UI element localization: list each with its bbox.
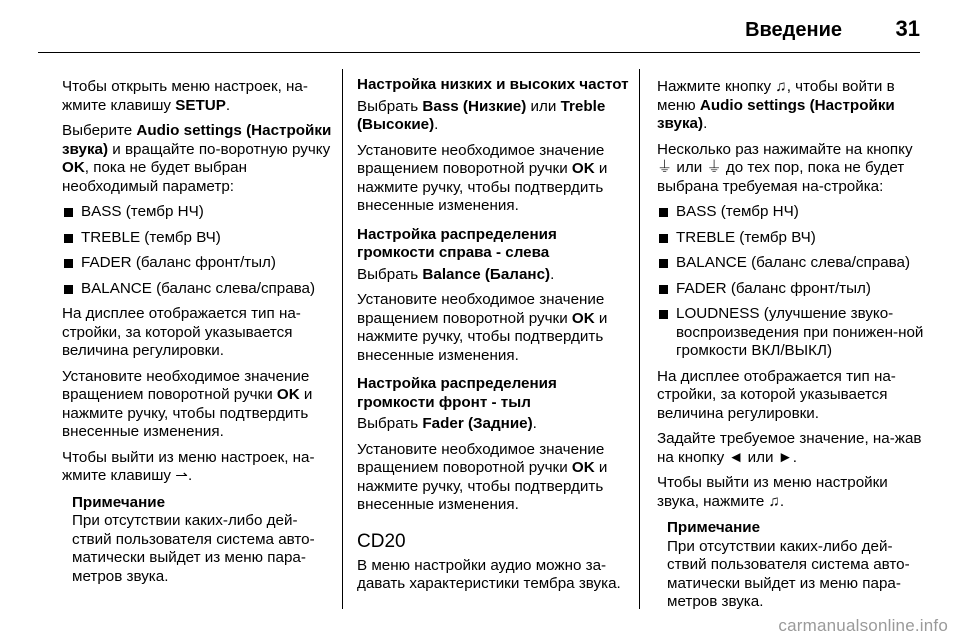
column-divider-left [342, 69, 343, 609]
parameter-list [657, 203, 929, 361]
parameter-list [62, 203, 334, 298]
section-heading-bass-treble: Настройка низких и высоких частот [357, 76, 629, 93]
audio-settings-label: Audio settings (Настройки звука) [62, 122, 332, 158]
note-text: При отсутствии каких-либо дей-ствий пользователя система авто-матически выйдет из меню пара-метров звука. [667, 537, 910, 610]
audio-settings-label: Audio settings (Настройки звука) [657, 96, 895, 132]
paragraph-exit: Чтобы выйти из меню настройки звука, нажмите ♫. [657, 474, 888, 510]
section-heading-fader: Настройка распределения громкости фронт - тыл [357, 375, 557, 411]
paragraph-exit: Чтобы выйти из меню настроек, на-жмите клавишу ⇀. [62, 448, 315, 484]
list-item: FADER (баланс фронт/тыл) [62, 254, 334, 273]
paragraph-select-bass: Выбрать Bass (Низкие) или Treble (Высокие). [357, 97, 606, 133]
music-note-icon: ♫ [768, 492, 780, 510]
page-title: Введение [745, 19, 842, 41]
paragraph-select-audio: Выберите Audio settings (Настройки звука) и вращайте по-воротную ручку OK, пока не будет выбран необходимый параметр: [62, 122, 332, 195]
page-number: 31 [895, 16, 920, 41]
note-box [62, 494, 334, 587]
bass-key-icon: ⏚ [706, 159, 722, 176]
paragraph-set-value: Установите необходимое значение вращением поворотной ручки OK и нажмите ручку, чтобы подтвердить внесенные изменения. [357, 440, 608, 513]
paragraph-select-fader: Выбрать Fader (Задние). [357, 415, 537, 432]
paragraph-display: На дисплее отображается тип на-стройки, за которой указывается величина регулировки. [657, 367, 896, 422]
list-item: FADER (баланс фронт/тыл) [657, 280, 929, 299]
paragraph-press-sound: Нажмите кнопку ♫, чтобы войти в меню Audio settings (Настройки звука). [657, 78, 895, 132]
list-item: TREBLE (тембр ВЧ) [62, 229, 334, 248]
paragraph-open-setup: Чтобы открыть меню настроек, на-жмите клавишу SETUP. [62, 78, 308, 114]
treble-key-icon: ⏚ [657, 159, 673, 176]
list-item: BALANCE (баланс слева/справа) [657, 254, 929, 273]
page-header [0, 0, 960, 52]
paragraph-press-repeatedly: Несколько раз нажимайте на кнопку ⏚ или ⏚ до тех пор, пока не будет выбрана требуемая на-стройка: [657, 140, 913, 195]
column-right [657, 78, 929, 612]
paragraph-cd20-intro: В меню настройки аудио можно за-давать характеристики тембра звука. [357, 556, 621, 592]
music-note-icon: ♫ [775, 78, 787, 95]
watermark: carmanualsonline.info [778, 616, 948, 635]
list-item: TREBLE (тембр ВЧ) [657, 229, 929, 248]
list-item: LOUDNESS (улучшение звуко-воспроизведения при понижен-ной громкости ВКЛ/ВЫКЛ) [657, 305, 929, 361]
note-text: При отсутствии каких-либо дей-ствий пользователя система авто-матически выйдет из меню пара-метров звука. [72, 512, 315, 585]
column-middle [357, 76, 629, 601]
list-item: BALANCE (баланс слева/справа) [62, 280, 334, 299]
setup-key-label: SETUP [175, 96, 226, 114]
note-title: Примечание [72, 493, 166, 511]
back-arrow-icon: ⇀ [175, 467, 188, 484]
paragraph-set-value: Задайте требуемое значение, на-жав на кнопку ◄ или ►. [657, 430, 922, 466]
list-item: BASS (тембр НЧ) [657, 203, 929, 222]
right-arrow-icon: ► [777, 448, 793, 466]
list-item: BASS (тембр НЧ) [62, 203, 334, 222]
section-heading-cd20: CD20 [357, 530, 406, 552]
left-arrow-icon: ◄ [728, 448, 744, 466]
paragraph-set-value: Установите необходимое значение вращением поворотной ручки OK и нажмите ручку, чтобы подтвердить внесенные изменения. [357, 291, 608, 364]
column-divider-right [639, 69, 640, 609]
column-left [62, 78, 334, 586]
note-box [657, 519, 929, 612]
ok-knob-label: OK [276, 386, 300, 403]
paragraph-select-balance: Выбрать Balance (Баланс). [357, 265, 555, 283]
paragraph-set-value: Установите необходимое значение вращением поворотной ручки OK и нажмите ручку, чтобы подтвердить внесенные изменения. [62, 367, 313, 440]
paragraph-display: На дисплее отображается тип на-стройки, за которой указывается величина регулировки. [62, 305, 301, 359]
note-title: Примечание [667, 519, 761, 536]
header-divider [38, 52, 920, 53]
ok-knob-label: OK [62, 159, 85, 176]
paragraph-set-value: Установите необходимое значение вращением поворотной ручки OK и нажмите ручку, чтобы подтвердить внесенные изменения. [357, 141, 608, 214]
section-heading-balance: Настройка распределения громкости справа - слева [357, 225, 557, 261]
